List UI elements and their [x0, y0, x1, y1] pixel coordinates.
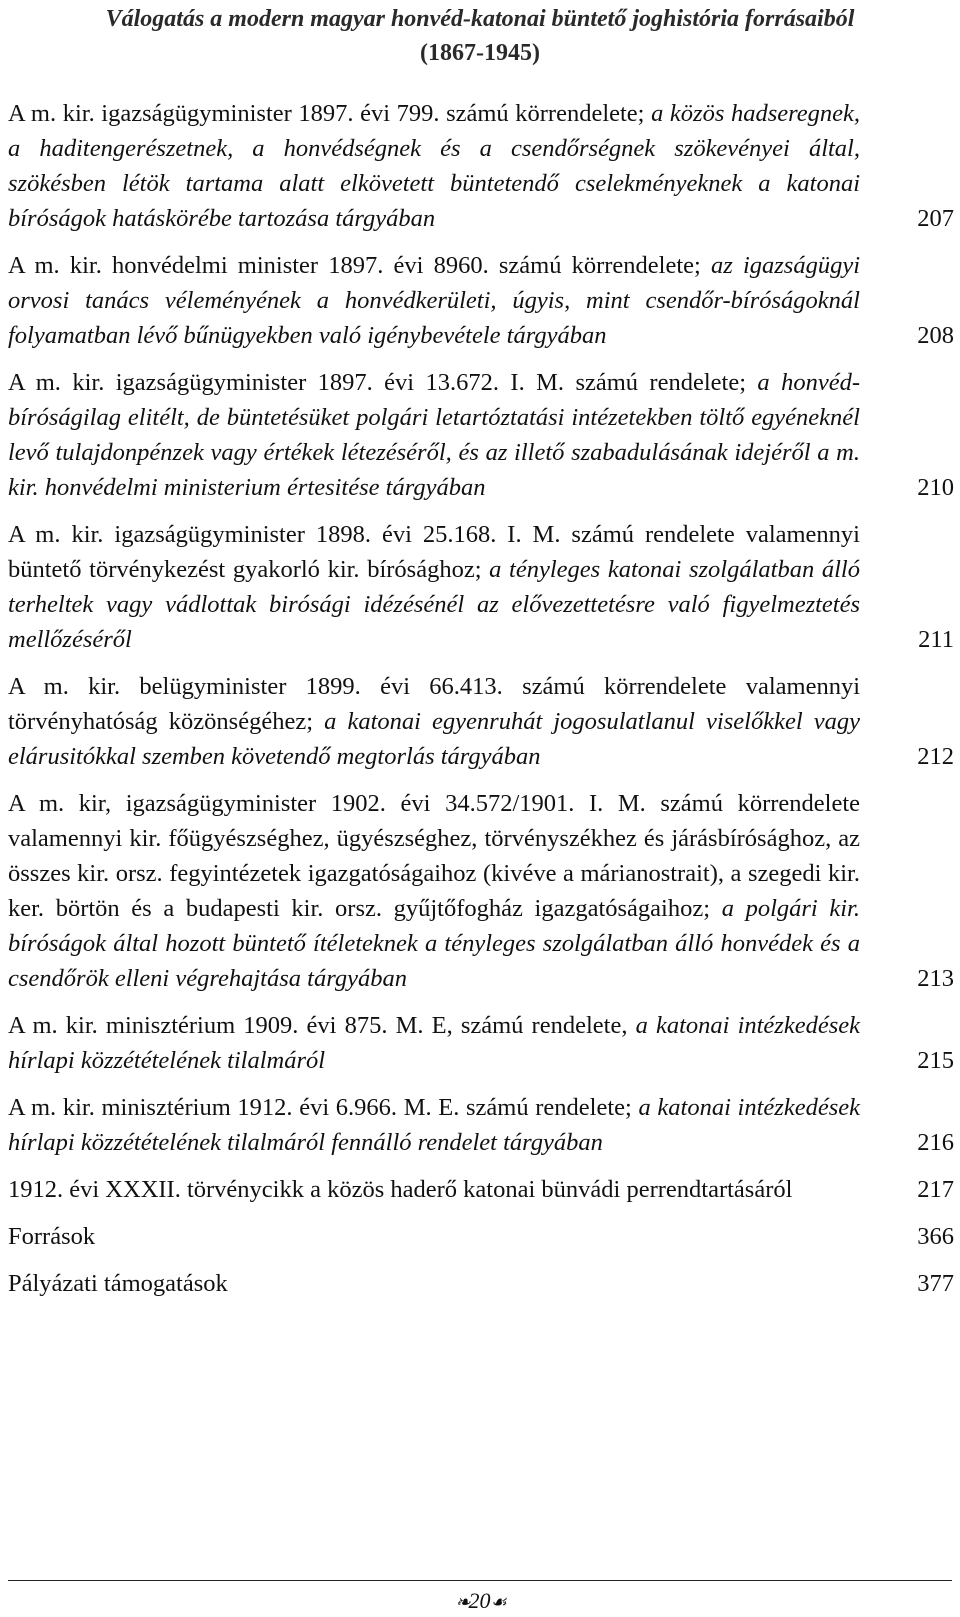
- toc-entry[interactable]: [8, 786, 954, 996]
- toc-entry-subject: a polgári kir. bíróságok által hozott büntető ítéleteknek a tényleges szolgálatban álló honvédek és a csendőrök elleni végrehajtása tárgyában: [8, 895, 860, 992]
- toc-entry-page-number: 211: [918, 626, 954, 653]
- toc-entry[interactable]: [8, 248, 954, 353]
- toc-entry-subject: az igazságügyi orvosi tanács véleményének a honvédkerületi, úgyis, mint csendőr-bíróságoknál folyamatban lévő bűnügyekben való igénybevétele tárgyában: [8, 252, 861, 349]
- toc-entry-page-number: 216: [917, 1129, 954, 1156]
- table-of-contents: [8, 96, 954, 1313]
- toc-entry-text: [8, 365, 860, 505]
- toc-entry-subject: a közös hadseregnek, a haditengerészetnek, a honvédségnek és a csendőrségnek szökevényei által, szökésben létök tartama alatt elkövetett büntetendő cselekményeknek a katonai bíróságok hatáskörébe tartozása tárgyában: [8, 100, 860, 232]
- toc-entry[interactable]: [8, 1219, 954, 1254]
- toc-entry-title: Pályázati támogatások: [8, 1270, 228, 1297]
- toc-entry-text: [8, 786, 860, 996]
- toc-entry-text: [8, 1172, 860, 1207]
- toc-entry-title: A m. kir, igazságügyminister 1902. évi 34.572/1901. I. M. számú körrendelete valamennyi kir. főügyészséghez, ügyészséghez, törvényszékhez és járásbírósághoz, az összes kir. orsz. fegyintézetek igazgatóságaihoz (kivéve a márianostrait), a szegedi kir. ker. börtön és a budapesti kir. orsz. gyűjtőfogház igazgatóságaihoz;: [8, 790, 860, 922]
- left-ornament-icon: ❧: [455, 1592, 469, 1612]
- toc-entry-title: A m. kir. igazságügyminister 1898. évi 25.168. I. M. számú rendelete valamennyi büntető törvénykezést gyakorló kir. bírósághoz;: [8, 521, 860, 583]
- toc-entry-page-number: 207: [917, 205, 954, 232]
- toc-entry-title: A m. kir. honvédelmi minister 1897. évi 8960. számú körrendelete;: [8, 252, 712, 279]
- toc-entry-page-number: 215: [917, 1047, 954, 1074]
- running-header: [0, 0, 960, 70]
- toc-entry-title: A m. kir. minisztérium 1909. évi 875. M. E, számú rendelete,: [8, 1012, 636, 1039]
- header-years: (1867-1945): [420, 40, 540, 66]
- toc-entry[interactable]: [8, 1266, 954, 1301]
- toc-entry-page-number: 377: [917, 1270, 954, 1297]
- toc-entry-page-number: 217: [917, 1176, 954, 1203]
- toc-entry-subject: a katonai intézkedések hírlapi közzétételének tilalmáról fennálló rendelet tárgyában: [8, 1094, 860, 1156]
- toc-entry-page-number: 213: [917, 965, 954, 992]
- toc-entry-page-number: 366: [917, 1223, 954, 1250]
- toc-entry-page-number: 210: [917, 474, 954, 501]
- toc-entry-text: [8, 248, 860, 353]
- toc-entry-text: [8, 1219, 860, 1254]
- toc-entry-subject: a katonai intézkedések hírlapi közzétételének tilalmáról: [8, 1012, 860, 1074]
- toc-entry[interactable]: [8, 669, 954, 774]
- toc-entry-title: A m. kir. minisztérium 1912. évi 6.966. M. E. számú rendelete;: [8, 1094, 639, 1121]
- toc-entry-title: A m. kir. belügyminister 1899. évi 66.413. számú körrendelete valamennyi törvényhatóság közönségéhez;: [8, 673, 860, 735]
- toc-entry-title: A m. kir. igazságügyminister 1897. évi 13.672. I. M. számú rendelete;: [8, 369, 758, 396]
- toc-entry-text: [8, 96, 860, 236]
- toc-entry-title: A m. kir. igazságügyminister 1897. évi 799. számú körrendelete;: [8, 100, 652, 127]
- toc-entry-text: [8, 1090, 860, 1160]
- header-title: Válogatás a modern magyar honvéd-katonai büntető joghistória forrásaiból: [105, 6, 855, 32]
- toc-entry-text: [8, 1266, 860, 1301]
- toc-entry[interactable]: [8, 1008, 954, 1078]
- toc-entry-page-number: 212: [917, 743, 954, 770]
- toc-entry-title: 1912. évi XXXII. törvénycikk a közös haderő katonai bünvádi perrendtartásáról: [8, 1176, 793, 1203]
- toc-entry[interactable]: [8, 1090, 954, 1160]
- toc-entry-subject: a tényleges katonai szolgálatban álló terheltek vagy vádlottak birósági idézésénél az elővezettetésre való figyelmeztetés mellőzéséről: [8, 556, 860, 653]
- toc-entry-title: Források: [8, 1223, 96, 1250]
- toc-entry[interactable]: [8, 517, 954, 657]
- toc-entry[interactable]: [8, 96, 954, 236]
- toc-entry[interactable]: [8, 1172, 954, 1207]
- page-number-value: 20: [468, 1588, 491, 1613]
- toc-entry-text: [8, 517, 860, 657]
- toc-entry-subject: a honvéd-bíróságilag elitélt, de büntetésüket polgári letartóztatási intézetekben töltő egyéneknél levő tulajdonpénzek vagy értékek létezéséről, és az illető szabadulásának idejéről a m. kir. honvédelmi ministerium értesitése tárgyában: [8, 369, 860, 501]
- footer-divider: [8, 1580, 952, 1581]
- toc-entry-page-number: 208: [917, 322, 954, 349]
- toc-entry-text: [8, 1008, 860, 1078]
- toc-entry-subject: a katonai egyenruhát jogosulatlanul viselőkkel vagy elárusitókkal szemben követendő megtorlás tárgyában: [8, 708, 860, 770]
- right-ornament-icon: ☙: [490, 1592, 505, 1612]
- page-number: [0, 1588, 960, 1615]
- toc-entry-text: [8, 669, 860, 774]
- toc-entry[interactable]: [8, 365, 954, 505]
